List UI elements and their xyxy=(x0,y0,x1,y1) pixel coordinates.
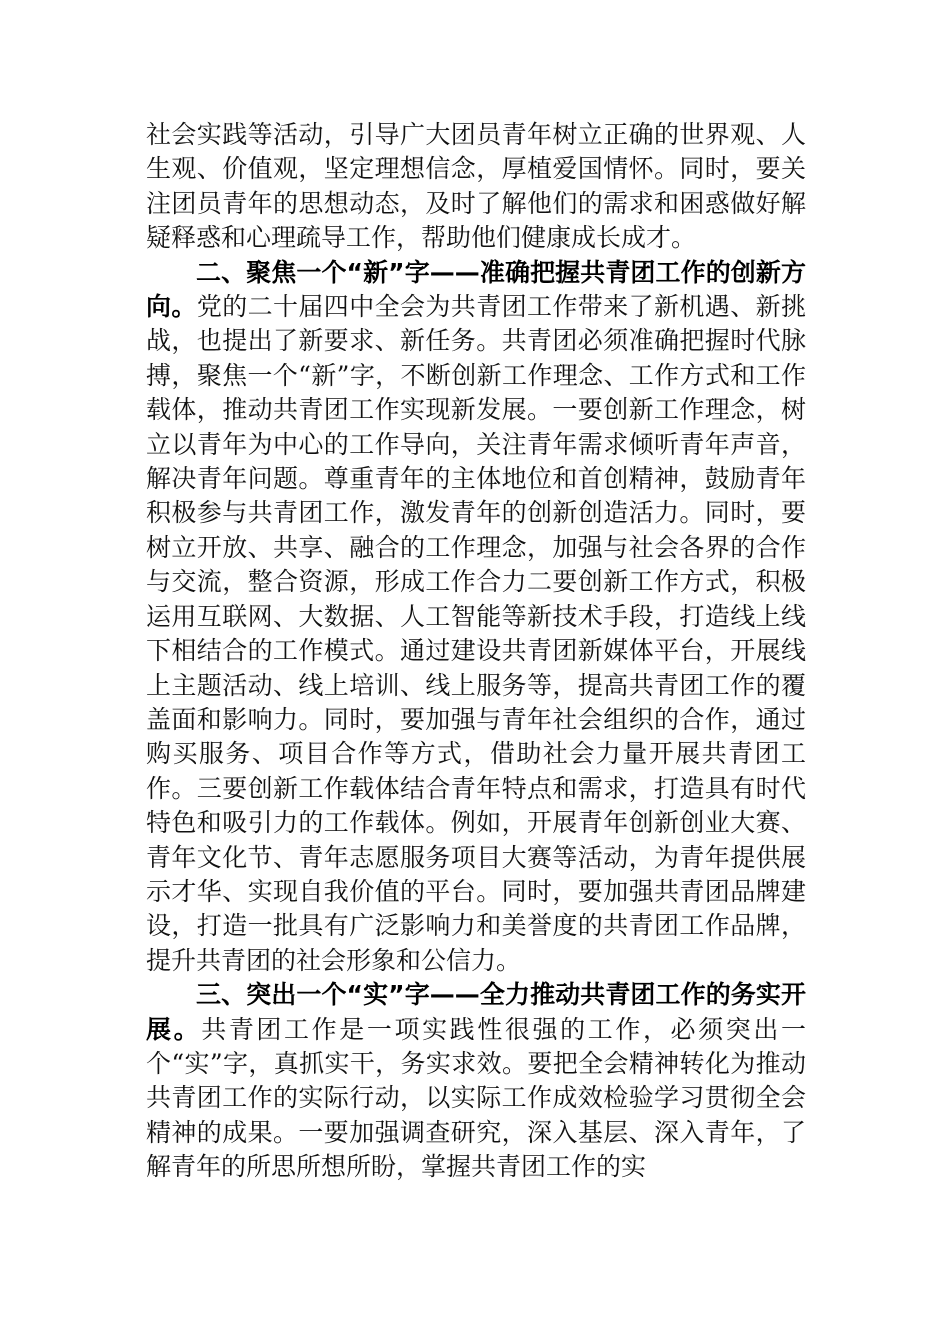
paragraph-body: 党的二十届四中全会为共青团工作带来了新机遇、新挑战，也提出了新要求、新任务。共青团必须准确把握时代脉搏，聚焦一个“新”字，不断创新工作理念、工作方式和工作载体，推动共青团工作实现新发展。一要创新工作理念，树立以青年为中心的工作导向，关注青年需求倾听青年声音，解决青年问题。尊重青年的主体地位和首创精神，鼓励青年积极参与共青团工作，激发青年的创新创造活力。同时，要树立开放、共享、融合的工作理念，加强与社会各界的合作与交流，整合资源，形成工作合力二要创新工作方式，积极运用互联网、大数据、人工智能等新技术手段，打造线上线下相结合的工作模式。通过建设共青团新媒体平台，开展线上主题活动、线上培训、线上服务等，提高共青团工作的覆盖面和影响力。同时，要加强与青年社会组织的合作，通过购买服务、项目合作等方式，借助社会力量开展共青团工作。三要创新工作载体结合青年特点和需求，打造具有时代特色和吸引力的工作载体。例如，开展青年创新创业大赛、青年文化节、青年志愿服务项目大赛等活动，为青年提供展示才华、实现自我价值的平台。同时，要加强共青团品牌建设，打造一批具有广泛影响力和美誉度的共青团工作品牌，提升共青团的社会形象和公信力。 xyxy=(146,292,806,975)
paragraph-section-two xyxy=(146,256,806,979)
paragraph-continuation xyxy=(146,118,806,256)
paragraph-body: 社会实践等活动，引导广大团员青年树立正确的世界观、人生观、价值观，坚定理想信念，厚植爱国情怀。同时，要关注团员青年的思想动态，及时了解他们的需求和困惑做好解疑释惑和心理疏导工作，帮助他们健康成长成才。 xyxy=(146,120,806,253)
document-body xyxy=(146,118,806,1185)
paragraph-body: 共青团工作是一项实践性很强的工作，必须突出一个“实”字，真抓实干，务实求效。要把全会精神转化为推动共青团工作的实际行动，以实际工作成效检验学习贯彻全会精神的成果。一要加强调查研究，深入基层、深入青年，了解青年的所思所想所盼，掌握共青团工作的实 xyxy=(146,1014,806,1182)
paragraph-section-three xyxy=(146,978,806,1184)
section-heading: 二、聚焦一个“新”字——准确把握共青团工作的创新方向。 xyxy=(146,257,806,322)
section-heading: 三、突出一个“实”字——全力推动共青团工作的务实开展。 xyxy=(146,980,806,1044)
